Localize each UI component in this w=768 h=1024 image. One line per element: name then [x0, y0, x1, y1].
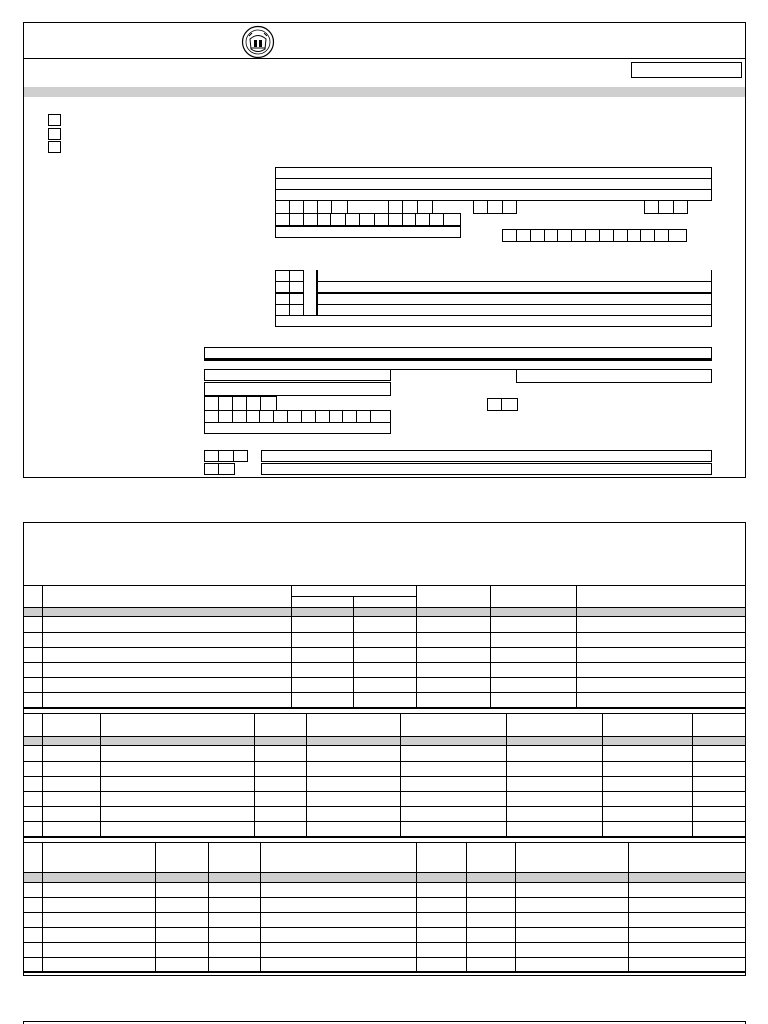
table1-row-line — [24, 662, 745, 663]
reference-number-field[interactable] — [631, 62, 742, 78]
table1-row-line — [24, 692, 745, 693]
company-extra-line[interactable] — [204, 422, 391, 434]
company-small-code[interactable] — [487, 398, 518, 411]
table1-col-line — [353, 596, 354, 708]
table3-row-line — [24, 882, 745, 883]
table3-col-line — [208, 842, 209, 972]
company-address-field[interactable] — [204, 369, 391, 381]
table2-col-line — [692, 713, 693, 837]
table3-row-line — [24, 927, 745, 928]
table2-row-line — [24, 761, 745, 762]
table2-col-line — [506, 713, 507, 837]
table1-row-line — [24, 647, 745, 648]
table1-row-line — [24, 632, 745, 633]
contact-row-divider — [275, 304, 712, 305]
form-section-tables — [23, 522, 746, 976]
table1-col-line — [291, 585, 292, 708]
table2-row-line — [24, 791, 745, 792]
account-number-field[interactable] — [502, 229, 687, 242]
table1-row-line — [24, 677, 745, 678]
table2-bottom-border — [24, 836, 745, 838]
table2-col-line — [306, 713, 307, 837]
table2-header-shade — [24, 736, 745, 745]
address-line-field[interactable] — [275, 226, 461, 238]
table3-col-line — [416, 842, 417, 972]
applicant-name-field[interactable] — [275, 167, 712, 201]
table3-row-line — [24, 897, 745, 898]
contact-row-divider — [275, 292, 712, 294]
table1-header-shade — [24, 607, 745, 616]
table2-row-line — [24, 821, 745, 822]
next-page-frame-top — [23, 1021, 746, 1022]
table2-col-line — [400, 713, 401, 837]
table2-col-line — [42, 713, 43, 837]
table3-col-line — [466, 842, 467, 972]
table2-col-line — [602, 713, 603, 837]
section-band — [24, 87, 745, 97]
table3-row-line — [24, 912, 745, 913]
table3-col-line — [260, 842, 261, 972]
table1-col-line — [490, 585, 491, 708]
code-field[interactable] — [473, 200, 517, 214]
applicant-field-divider — [275, 178, 712, 179]
signature-code-field-2[interactable] — [204, 463, 235, 475]
table1-top-border — [24, 585, 745, 586]
registration-digits-field[interactable] — [275, 213, 461, 226]
company-divider — [204, 358, 712, 360]
table3-col-line — [155, 842, 156, 972]
table2-top-border — [24, 713, 745, 714]
signature-line-field[interactable] — [261, 450, 712, 462]
table3-bottom-border — [24, 971, 745, 973]
table2-row-line — [24, 806, 745, 807]
table2-col-line — [254, 713, 255, 837]
table1-bottom-border — [24, 707, 745, 709]
table3-row-line — [24, 957, 745, 958]
table2-row-line — [24, 745, 745, 746]
table3-col-line — [628, 842, 629, 972]
id-digits-field[interactable] — [275, 200, 348, 214]
company-address-line-2[interactable] — [204, 382, 391, 396]
table3-col-line — [42, 842, 43, 972]
company-code-field[interactable] — [204, 396, 277, 411]
table1-row-line — [24, 616, 745, 617]
table3-header-shade — [24, 872, 745, 882]
table1-col-line — [576, 585, 577, 708]
header-divider — [24, 58, 745, 59]
table3-top-border — [24, 842, 745, 843]
id-digits-field[interactable] — [388, 200, 433, 214]
table1-col-line — [42, 585, 43, 708]
date-line-field[interactable] — [261, 463, 712, 475]
checkbox-option-1[interactable] — [48, 114, 61, 126]
table1-col-line — [416, 585, 417, 708]
table3-row-line — [24, 942, 745, 943]
code-field-right[interactable] — [644, 200, 688, 214]
contact-row-divider — [275, 315, 712, 316]
table3-header-line — [24, 872, 745, 873]
checkbox-option-3[interactable] — [48, 141, 61, 153]
table2-col-line — [100, 713, 101, 837]
signature-code-field[interactable] — [204, 450, 248, 462]
table3-col-line — [515, 842, 516, 972]
table2-header-line — [24, 736, 745, 737]
company-city-field[interactable] — [516, 369, 712, 383]
checkbox-option-2[interactable] — [48, 128, 61, 140]
form-section-top — [23, 22, 746, 478]
applicant-field-divider — [275, 189, 712, 190]
company-line — [391, 369, 516, 370]
table2-row-line — [24, 776, 745, 777]
gap-mask — [304, 270, 317, 315]
table1-header-line — [24, 607, 745, 608]
contact-row-divider — [275, 281, 712, 282]
coat-of-arms-icon — [241, 25, 275, 59]
